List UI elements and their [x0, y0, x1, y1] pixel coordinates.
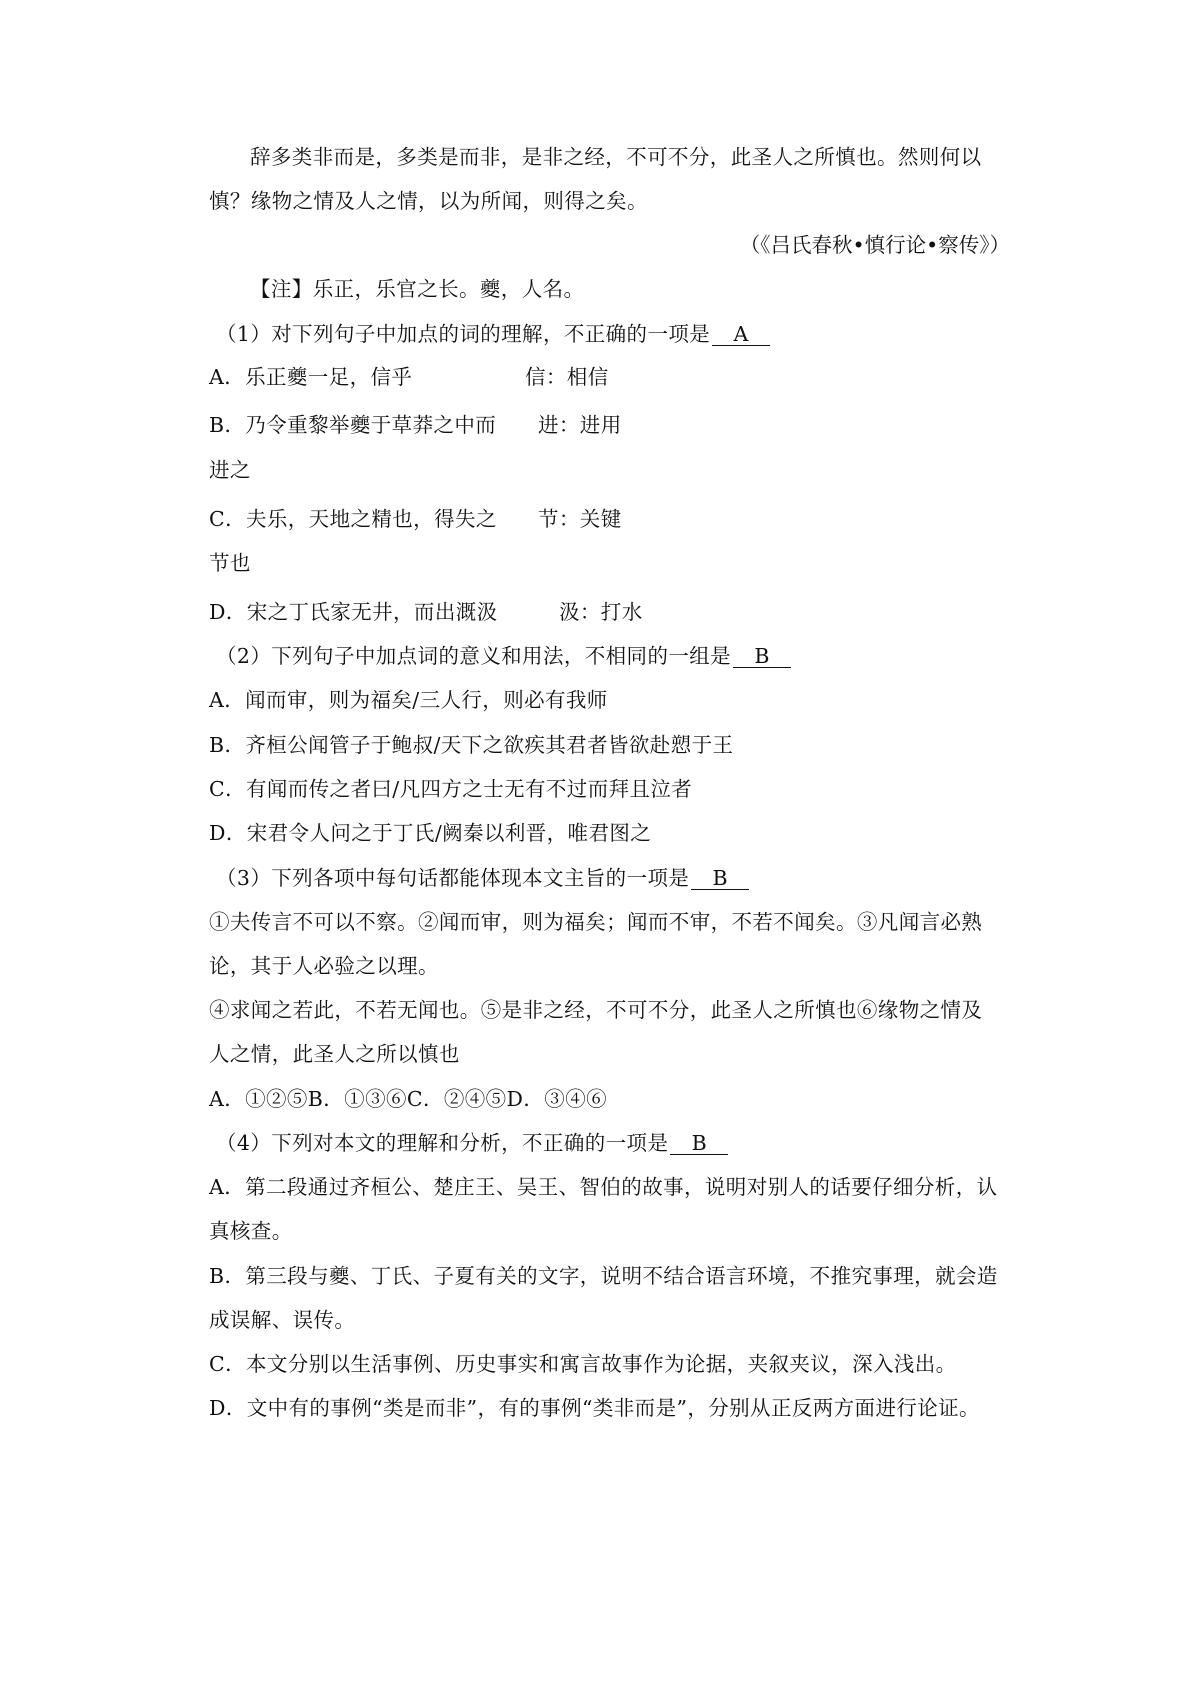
question-stem-text: （3）下列各项中每句话都能体现本文主旨的一项是: [216, 866, 690, 890]
q3-statement-line: ①夫传言不可以不察。②闻而审，则为福矣；闻而不审，不若不闻矣。③凡闻言必熟: [209, 910, 983, 934]
q1-option-c: C．夫乐，天地之精也，得失之: [209, 507, 497, 531]
q3-statement-line: ④求闻之若此，不若无闻也。⑤是非之经，不可不分，此圣人之所慎也⑥缘物之情及: [209, 998, 983, 1022]
question-stem-text: （4）下列对本文的理解和分析，不正确的一项是: [216, 1131, 669, 1155]
question-4-answer: B: [670, 1132, 728, 1155]
question-4-stem: [216, 1129, 728, 1157]
q1-option-d: D．宋之丁氏家无井，而出溉汲: [209, 600, 498, 624]
question-1-answer: A: [712, 323, 770, 346]
q3-statement-line: 人之情，此圣人之所以慎也: [209, 1042, 460, 1066]
q1-option-c-meaning: 节：关键: [538, 507, 622, 531]
q1-option-c-cont: 节也: [209, 551, 251, 575]
q1-option-a: A．乐正夔一足，信乎: [209, 365, 413, 389]
q4-option-line: A．第二段通过齐桓公、楚庄王、吴王、智伯的故事，说明对别人的话要仔细分析，认: [209, 1175, 998, 1199]
q4-option-line: D．文中有的事例“类是而非”，有的事例“类非而是”，分别从正反两方面进行论证。: [209, 1396, 980, 1420]
question-2-answer: B: [733, 645, 791, 668]
q4-option-line: C．本文分别以生活事例、历史事实和寓言故事作为论据，夹叙夹议，深入浅出。: [209, 1352, 957, 1376]
q1-option-d-meaning: 汲：打水: [559, 600, 643, 624]
question-3-stem: [216, 864, 749, 892]
passage-note: 【注】乐正，乐官之长。夔，人名。: [250, 277, 585, 301]
q1-option-b: B．乃令重黎举夔于草莽之中而: [209, 413, 497, 437]
question-2-stem: [216, 642, 791, 670]
q4-option-line: 成误解、误传。: [209, 1308, 356, 1332]
passage-line: 慎？缘物之情及人之情，以为所闻，则得之矣。: [209, 189, 648, 213]
question-3-answer: B: [691, 867, 749, 890]
passage-source: （《吕氏春秋•慎行论•察传》）: [739, 233, 1010, 257]
q3-statement-line: 论，其于人必验之以理。: [209, 954, 439, 978]
question-stem-text: （1）对下列句子中加点的词的理解，不正确的一项是: [216, 322, 711, 346]
question-1-stem: [216, 320, 770, 348]
q2-option-a: A．闻而审，则为福矣/三人行，则必有我师: [209, 688, 608, 712]
q4-option-line: 真核查。: [209, 1219, 293, 1243]
q1-option-a-meaning: 信：相信: [525, 365, 609, 389]
q2-option-c: C．有闻而传之者曰/凡四方之士无有不过而拜且泣者: [209, 777, 693, 801]
question-stem-text: （2）下列句子中加点词的意义和用法，不相同的一组是: [216, 644, 732, 668]
passage-line: 辞多类非而是，多类是而非，是非之经，不可不分，此圣人之所慎也。然则何以: [250, 145, 982, 169]
q2-option-b: B．齐桓公闻管子于鲍叔/天下之欲疾其君者皆欲赴愬于王: [209, 733, 734, 757]
q1-option-b-meaning: 进：进用: [538, 413, 622, 437]
q4-option-line: B．第三段与夔、丁氏、子夏有关的文字，说明不结合语言环境，不推究事理，就会造: [209, 1264, 998, 1288]
q1-option-b-cont: 进之: [209, 458, 251, 482]
q2-option-d: D．宋君令人问之于丁氏/阙秦以利晋，唯君图之: [209, 821, 652, 845]
q3-choices: A．①②⑤B．①③⑥C．②④⑤D．③④⑥: [209, 1087, 607, 1111]
